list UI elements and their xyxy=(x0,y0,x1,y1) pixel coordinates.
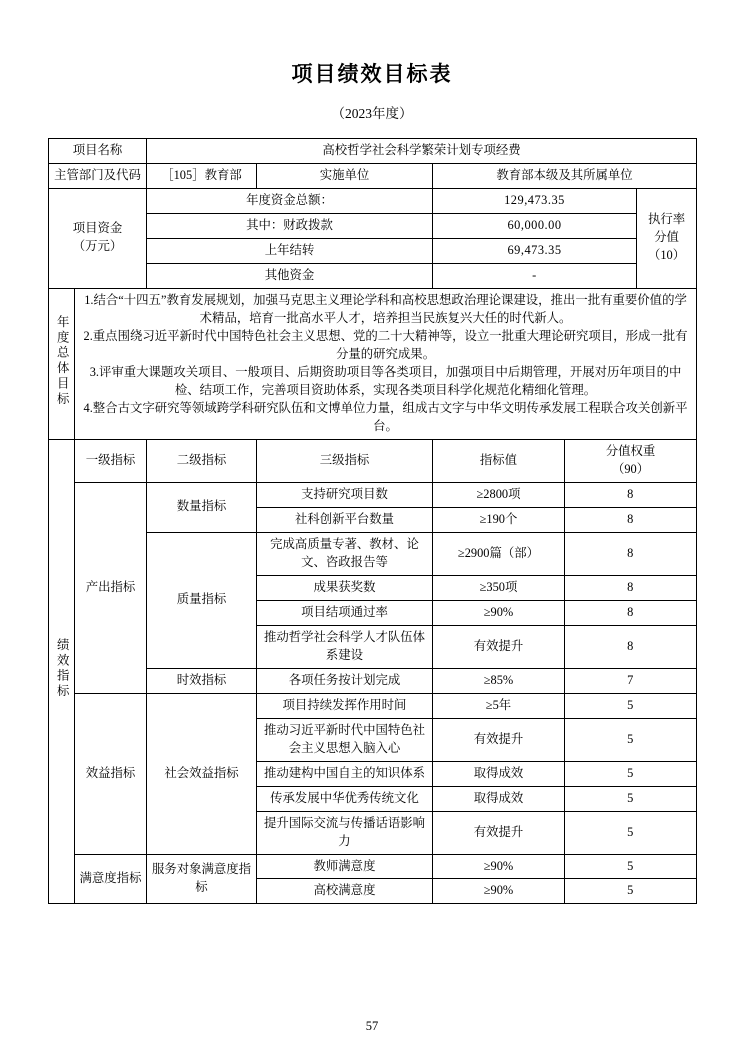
execution-label-line2: 分值 xyxy=(654,230,679,245)
indicator-value: ≥5年 xyxy=(433,693,565,718)
performance-goal-table xyxy=(48,138,697,904)
indicator-value: ≥350项 xyxy=(433,575,565,600)
header-level2: 二级指标 xyxy=(147,439,257,482)
annual-goal-label: 年度总体目标 xyxy=(49,288,75,439)
funds-row-value-1: 60,000.00 xyxy=(433,213,637,238)
funds-row-value-3: - xyxy=(433,263,637,288)
page-number: 57 xyxy=(365,1019,379,1033)
indicator-value: ≥90% xyxy=(433,600,565,625)
annual-goal-item-1: 2.重点围绕习近平新时代中国特色社会主义思想、党的二十大精神等，设立一批重大理论研究项目，形成一批有分量的研究成果。 xyxy=(83,328,688,361)
level2-social-benefit: 社会效益指标 xyxy=(147,693,257,854)
indicator-value: 有效提升 xyxy=(433,625,565,668)
project-name-value: 高校哲学社会科学繁荣计划专项经费 xyxy=(147,139,697,164)
header-level3: 三级指标 xyxy=(257,439,433,482)
level1-benefit: 效益指标 xyxy=(75,693,147,854)
table-row-department xyxy=(49,163,697,188)
funds-label-line2: （万元） xyxy=(72,239,123,254)
project-name-label: 项目名称 xyxy=(49,139,147,164)
indicator-weight: 8 xyxy=(565,507,697,532)
level3-label: 项目结项通过率 xyxy=(257,600,433,625)
annual-goal-item-0: 1.结合“十四五”教育发展规划，加强马克思主义理论学科和高校思想政治理论课建设，推出一批有重要价值的学术精品，培育一批高水平人才，培养担当民族复兴大任的时代新人。 xyxy=(84,292,687,325)
implementing-unit-label: 实施单位 xyxy=(257,163,433,188)
indicator-value: ≥2900篇（部） xyxy=(433,532,565,575)
indicator-value: ≥190个 xyxy=(433,507,565,532)
indicator-weight: 8 xyxy=(565,600,697,625)
indicator-weight: 5 xyxy=(565,718,697,761)
indicator-weight: 8 xyxy=(565,625,697,668)
indicator-value: 取得成效 xyxy=(433,761,565,786)
indicator-weight: 7 xyxy=(565,668,697,693)
implementing-unit-value: 教育部本级及其所属单位 xyxy=(433,163,697,188)
level3-label: 推动习近平新时代中国特色社会主义思想入脑入心 xyxy=(257,718,433,761)
level3-label: 完成高质量专著、教材、论文、咨政报告等 xyxy=(257,532,433,575)
level3-label: 各项任务按计划完成 xyxy=(257,668,433,693)
indicator-weight: 5 xyxy=(565,693,697,718)
header-weight: 分值权重 （90） xyxy=(565,439,697,482)
indicator-weight: 5 xyxy=(565,811,697,854)
table-row-project-name xyxy=(49,139,697,164)
indicator-value: ≥85% xyxy=(433,668,565,693)
level3-label: 推动建构中国自主的知识体系 xyxy=(257,761,433,786)
performance-indicator-label: 绩效指标 xyxy=(49,439,75,904)
indicator-value: ≥90% xyxy=(433,879,565,904)
annual-goal-content xyxy=(75,288,697,439)
page-title: 项目绩效目标表 xyxy=(291,62,453,86)
indicator-value: ≥2800项 xyxy=(433,482,565,507)
level3-label: 支持研究项目数 xyxy=(257,482,433,507)
level3-label: 高校满意度 xyxy=(257,879,433,904)
annual-goal-item-2: 3.评审重大课题攻关项目、一般项目、后期资助项目等各类项目，加强项目中后期管理，开展对历年项目的中检、结项工作，完善项目资助体系，实现各类项目科学化规范化精细化管理。 xyxy=(89,364,682,397)
level2-timeliness: 时效指标 xyxy=(147,668,257,693)
table-row xyxy=(49,482,697,507)
indicator-value: ≥90% xyxy=(433,854,565,879)
level3-label: 提升国际交流与传播话语影响力 xyxy=(257,811,433,854)
table-row-annual-goal xyxy=(49,288,697,439)
level2-quality: 质量指标 xyxy=(147,532,257,668)
funds-row-name-0: 年度资金总额： xyxy=(147,188,433,213)
annual-goal-item-3: 4.整合古文字研究等领域跨学科研究队伍和文博单位力量，组成古文字与中华文明传承发展工程联合攻关创新平台。 xyxy=(83,400,688,433)
level3-label: 社科创新平台数量 xyxy=(257,507,433,532)
funds-row-name-2: 上年结转 xyxy=(147,238,433,263)
indicator-weight: 8 xyxy=(565,575,697,600)
department-value: ［105］教育部 xyxy=(147,163,257,188)
table-row xyxy=(49,693,697,718)
funds-row-value-2: 69,473.35 xyxy=(433,238,637,263)
level3-label: 传承发展中华优秀传统文化 xyxy=(257,786,433,811)
table-row-funds-fiscal xyxy=(49,213,697,238)
level2-service-satisfaction: 服务对象满意度指标 xyxy=(147,854,257,904)
table-row-funds-total xyxy=(49,188,697,213)
execution-rate-label xyxy=(637,188,697,288)
header-level1: 一级指标 xyxy=(75,439,147,482)
table-row-funds-carryover xyxy=(49,238,697,263)
level3-label: 教师满意度 xyxy=(257,854,433,879)
level1-output: 产出指标 xyxy=(75,482,147,693)
funds-row-value-0: 129,473.35 xyxy=(433,188,637,213)
indicator-weight: 8 xyxy=(565,482,697,507)
indicator-weight: 8 xyxy=(565,532,697,575)
indicator-value: 有效提升 xyxy=(433,811,565,854)
level1-satisfaction: 满意度指标 xyxy=(75,854,147,904)
execution-label-line1: 执行率 xyxy=(647,212,686,227)
level3-label: 项目持续发挥作用时间 xyxy=(257,693,433,718)
department-label: 主管部门及代码 xyxy=(49,163,147,188)
table-row-funds-other xyxy=(49,263,697,288)
execution-label-line3: （10） xyxy=(647,248,686,263)
funds-label-line1: 项目资金 xyxy=(72,221,123,236)
table-row xyxy=(49,854,697,879)
funds-label xyxy=(49,188,147,288)
table-row xyxy=(49,668,697,693)
level3-label: 推动哲学社会科学人才队伍体系建设 xyxy=(257,625,433,668)
indicator-weight: 5 xyxy=(565,786,697,811)
table-row xyxy=(49,532,697,575)
level3-label: 成果获奖数 xyxy=(257,575,433,600)
page-subtitle: （2023年度） xyxy=(331,106,413,121)
funds-row-name-3: 其他资金 xyxy=(147,263,433,288)
table-row-indicator-header xyxy=(49,439,697,482)
indicator-value: 取得成效 xyxy=(433,786,565,811)
funds-row-name-1: 其中：财政拨款 xyxy=(147,213,433,238)
level2-quantity: 数量指标 xyxy=(147,482,257,532)
header-value: 指标值 xyxy=(433,439,565,482)
indicator-weight: 5 xyxy=(565,854,697,879)
indicator-value: 有效提升 xyxy=(433,718,565,761)
indicator-weight: 5 xyxy=(565,879,697,904)
indicator-weight: 5 xyxy=(565,761,697,786)
